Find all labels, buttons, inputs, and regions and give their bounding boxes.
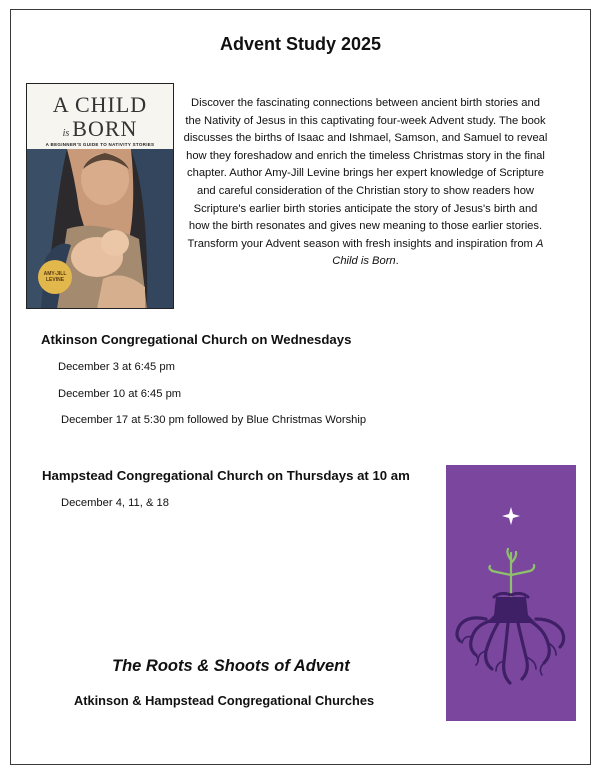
atkinson-date-2: December 10 at 6:45 pm [58, 388, 182, 400]
book-description [183, 95, 548, 271]
page-title: Advent Study 2025 [219, 34, 382, 54]
description-book-name: A Child is Born [332, 237, 544, 268]
atkinson-heading: Atkinson Congregational Church on Wednesdays [41, 332, 352, 347]
stump-sprout-illustration [446, 465, 576, 721]
book-subtitle: A BEGINNER'S GUIDE TO NATIVITY STORIES [45, 142, 155, 147]
tagline: The Roots & Shoots of Advent [112, 657, 350, 675]
book-title-line2 [27, 116, 173, 142]
description-text: Discover the fascinating connections between ancient birth stories and the Nativity of Jesus in this captivating four-week Advent study. The book discusses the births of Isaac and Ishmael, Samson, and Samuel to reveal how they foreshadow and enrich the timeless Christmas story in the final chapter. Author Amy-Jill Levine brings her expert knowledge of Scripture and careful consideration of the Christian story to show readers how Scripture's earlier birth stories anticipate the story of Jesus's birth and how the birth resonates and gives new meaning to those earlier stories. Transform your Advent season with fresh insights and inspiration from [183, 97, 548, 250]
book-title-line1: A CHILD [52, 92, 148, 117]
star-icon [502, 507, 520, 525]
roots-shoots-artwork [446, 465, 576, 721]
stump-roots-icon [457, 593, 564, 683]
book-title-born: BORN [72, 116, 138, 141]
author-badge [38, 260, 72, 294]
hampstead-dates: December 4, 11, & 18 [61, 497, 169, 509]
atkinson-date-3: December 17 at 5:30 pm followed by Blue Christmas Worship [61, 414, 367, 426]
author-first-name: AMY-JILL [43, 270, 67, 277]
book-title-is: is [62, 128, 70, 139]
description-end: . [395, 255, 399, 268]
atkinson-date-1: December 3 at 6:45 pm [58, 361, 175, 373]
book-cover-image [26, 83, 174, 309]
author-last-name: LEVINE [45, 277, 65, 283]
sprout-icon [489, 549, 534, 600]
hampstead-heading: Hampstead Congregational Church on Thursdays at 10 am [42, 468, 410, 483]
churches-footer: Atkinson & Hampstead Congregational Churches [74, 693, 375, 708]
